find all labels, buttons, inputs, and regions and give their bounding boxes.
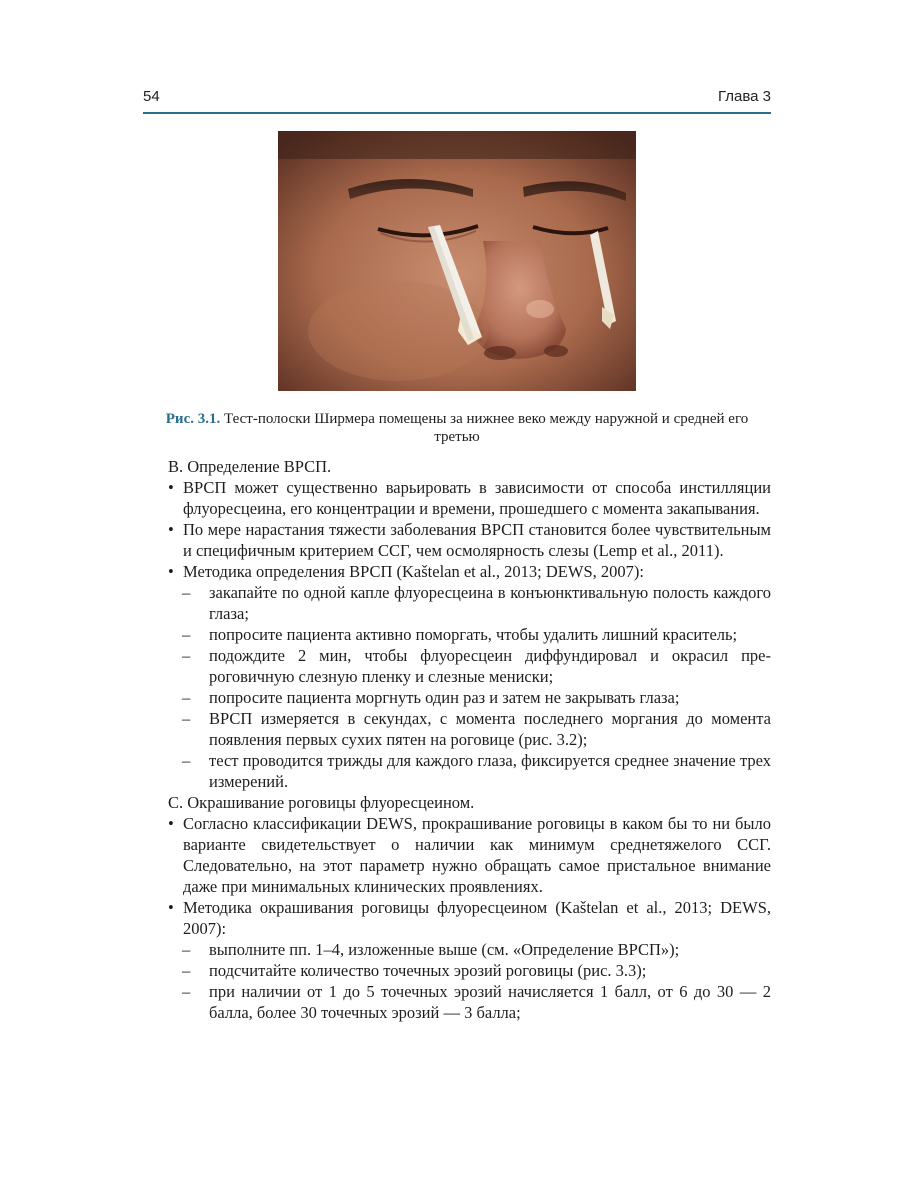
header-rule (143, 112, 771, 114)
list-item: • Методика определения ВРСП (Kaštelan et al., 2013; DEWS, 2007): (168, 561, 771, 582)
caption-label: Рис. 3.1. (165, 411, 221, 427)
sub-list-item: – ВРСП измеряется в секундах, с момента последнего моргания до момента появления первых сухих пятен на роговице (рис. 3.2); (168, 708, 771, 750)
caption-text: Тест-полоски Ширмера помещены за нижнее веко между наружной и средней его третью (223, 411, 749, 445)
figure-photo-schirmer-test (278, 131, 636, 391)
sub-list-item: – попросите пациента моргнуть один раз и затем не закрывать глаза; (168, 687, 771, 708)
list-item: • По мере нарастания тяжести заболевания ВРСП становится более чувствительным и специфичным критерием ССГ, чем осмолярность слезы (Lemp et al., 2011). (168, 519, 771, 561)
section-title-staining: С. Окрашивание роговицы флуоресцеином. (168, 793, 475, 812)
photo-illustration (278, 131, 636, 391)
list-item: • ВРСП может существенно варьировать в зависимости от способа инстилляции флуоресцеина, его концентрации и времени, прошедшего с момента закапывания. (168, 477, 771, 519)
sub-list-item: – при наличии от 1 до 5 точечных эрозий начисляется 1 балл, от 6 до 30 — 2 балла, более 30 точечных эрозий — 3 балла; (168, 981, 771, 1023)
list-item: • Методика окрашивания роговицы флуоресцеином (Kaštelan et al., 2013; DEWS, 2007): (168, 897, 771, 939)
page-number: 54 (143, 88, 160, 105)
sub-list-item: – тест проводится трижды для каждого глаза, фиксируется среднее значение трех измерений. (168, 750, 771, 792)
sub-list-item: – закапайте по одной капле флуоресцеина в конъюнктивальную полость каждого глаза; (168, 582, 771, 624)
section-title-tbut: В. Определение ВРСП. (168, 457, 332, 476)
sub-list-item: – подсчитайте количество точечных эрозий роговицы (рис. 3.3); (168, 960, 771, 981)
list-item: • Согласно классификации DEWS, прокрашивание роговицы в каком бы то ни было варианте свидетельствует о наличии как минимум среднетяжелого ССГ. Следовательно, на этот параметр нужно обращать самое пристальное внимание даже при минимальных клинических проявлениях. (168, 813, 771, 897)
figure-caption (143, 410, 771, 446)
sub-list-item: – попросите пациента активно поморгать, чтобы удалить лишний краситель; (168, 624, 771, 645)
running-header (143, 86, 771, 112)
chapter-title: Глава 3 (717, 88, 771, 105)
sub-list-item: – выполните пп. 1–4, изложенные выше (см. «Определение ВРСП»); (168, 939, 771, 960)
sub-list-item: – подождите 2 мин, чтобы флуоресцеин диффундировал и окрасил прероговичную слезную пленку и слезные мениски; (168, 645, 771, 687)
body-text (168, 456, 771, 1023)
